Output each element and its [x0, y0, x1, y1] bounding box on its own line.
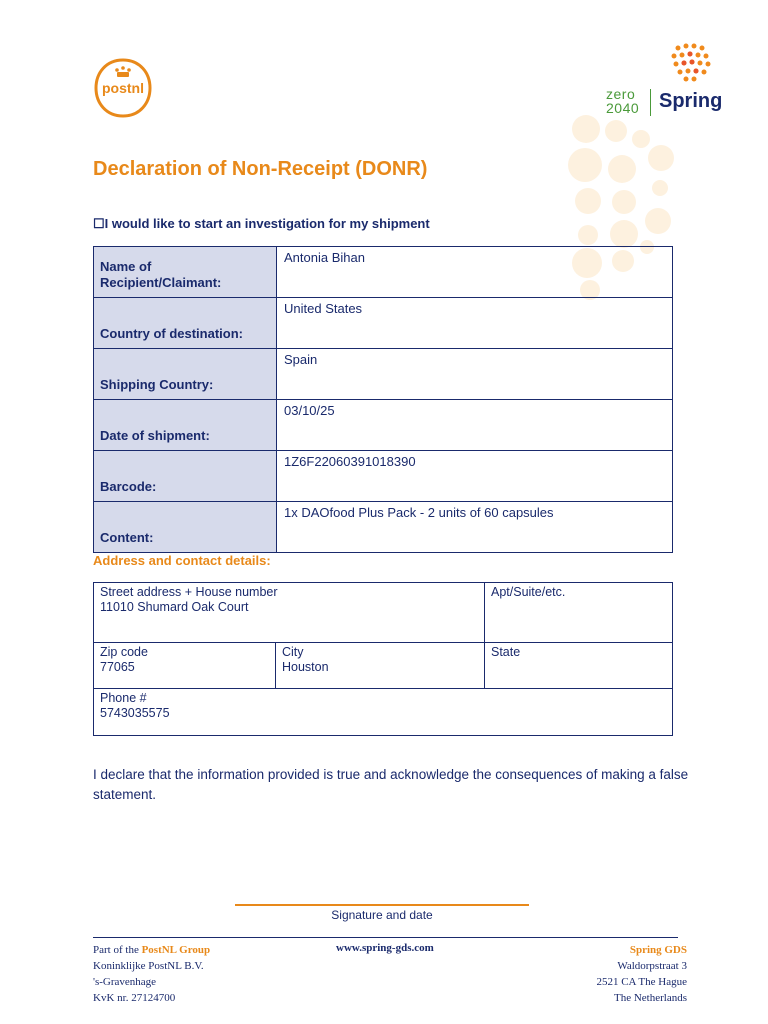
- city-value: Houston: [282, 660, 329, 674]
- shipment-details-table: [93, 246, 673, 553]
- address-section-heading: Address and contact details:: [93, 553, 271, 568]
- apt-suite-label: Apt/Suite/etc.: [491, 585, 566, 599]
- investigation-option[interactable]: [93, 216, 430, 232]
- zero-year-label: 2040: [606, 100, 640, 116]
- content-field[interactable]: 1x DAOfood Plus Pack - 2 units of 60 capsules: [277, 502, 673, 553]
- footer-divider: [93, 937, 678, 938]
- footer-country: The Netherlands: [614, 992, 687, 1004]
- destination-country-field[interactable]: United States: [277, 298, 673, 349]
- street-address-field[interactable]: [94, 583, 485, 643]
- page-title: Declaration of Non-Receipt (DONR): [93, 158, 428, 180]
- footer-city: 's-Gravenhage: [93, 976, 157, 988]
- signature-label: Signature and date: [331, 908, 433, 922]
- recipient-field[interactable]: Antonia Bihan: [277, 247, 673, 298]
- footer-spring-name: Spring GDS: [629, 944, 687, 956]
- apt-suite-field[interactable]: [485, 583, 672, 643]
- table-row: [94, 298, 673, 349]
- declaration-text: I declare that the information provided is true and acknowledge the consequences of making a false statement.: [93, 767, 689, 802]
- barcode-label: Barcode:: [94, 451, 277, 502]
- footer-postal: 2521 CA The Hague: [596, 976, 687, 988]
- footer-website-link[interactable]: www.spring-gds.com: [336, 942, 434, 954]
- shipping-country-label: Shipping Country:: [94, 349, 277, 400]
- zip-code-value: 77065: [100, 660, 135, 674]
- address-grid: [93, 582, 673, 736]
- city-field[interactable]: [276, 643, 485, 689]
- postnl-logo: [92, 57, 154, 119]
- city-label: City: [282, 645, 304, 659]
- footer-company: Koninklijke PostNL B.V.: [93, 960, 204, 972]
- phone-label: Phone #: [100, 691, 147, 705]
- zip-code-label: Zip code: [100, 645, 148, 659]
- footer-part-of: Part of the: [93, 944, 142, 956]
- barcode-field[interactable]: 1Z6F22060391018390: [277, 451, 673, 502]
- table-row: [94, 502, 673, 553]
- footer-kvk: KvK nr. 27124700: [93, 992, 176, 1004]
- logo-divider: [650, 89, 651, 116]
- state-label: State: [491, 645, 521, 659]
- zero-label: zero: [606, 86, 636, 102]
- content-label: Content:: [94, 502, 277, 553]
- state-field[interactable]: [485, 643, 672, 689]
- street-address-label: Street address + House number: [100, 585, 278, 599]
- table-row: [94, 400, 673, 451]
- footer-street: Waldorpstraat 3: [617, 960, 687, 972]
- footer-company-info: [93, 942, 210, 1006]
- table-row: [94, 247, 673, 298]
- shipment-date-field[interactable]: 03/10/25: [277, 400, 673, 451]
- svg-text:postnl: postnl: [102, 80, 144, 96]
- shipping-country-field[interactable]: Spain: [277, 349, 673, 400]
- spring-wordmark: Spring: [659, 90, 723, 112]
- phone-value: 5743035575: [100, 706, 170, 720]
- investigation-label: I would like to start an investigation for my shipment: [104, 216, 430, 231]
- footer-group-name: PostNL Group: [141, 944, 211, 956]
- signature-line[interactable]: [235, 904, 529, 906]
- destination-country-label: Country of destination:: [94, 298, 277, 349]
- table-row: [94, 349, 673, 400]
- table-row: [94, 451, 673, 502]
- phone-field[interactable]: [94, 689, 672, 735]
- street-address-value: 11010 Shumard Oak Court: [100, 600, 249, 614]
- recipient-label: Name of Recipient/Claimant:: [94, 247, 277, 298]
- investigation-checkbox[interactable]: ☐: [93, 216, 105, 231]
- zip-code-field[interactable]: [94, 643, 276, 689]
- spring-gds-logo: [604, 42, 734, 122]
- footer-address: [596, 942, 687, 1006]
- shipment-date-label: Date of shipment:: [94, 400, 277, 451]
